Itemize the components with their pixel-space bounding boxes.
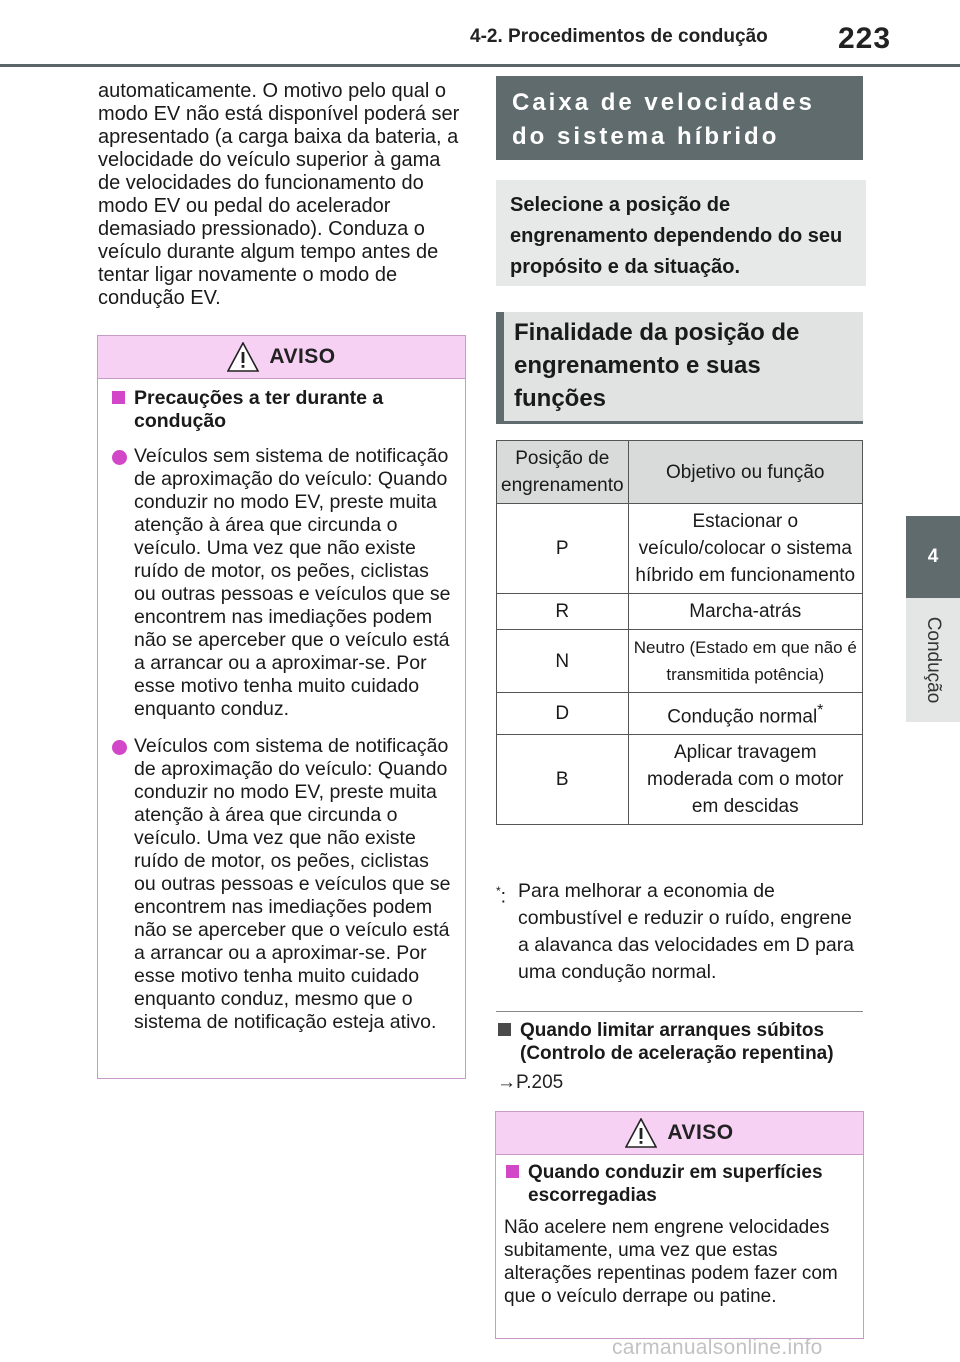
warning-triangle-icon bbox=[227, 342, 259, 372]
table-row bbox=[497, 630, 863, 693]
chapter-label: Condução bbox=[923, 616, 944, 704]
table-header-row bbox=[497, 441, 863, 504]
square-bullet-icon bbox=[112, 391, 125, 404]
gear-function: Aplicar travagem moderada com o motor em descidas bbox=[628, 735, 862, 825]
gear-position-table bbox=[496, 440, 863, 825]
square-bullet-icon bbox=[506, 1165, 519, 1178]
gear-function: Estacionar o veículo/colocar o sistema híbrido em funcionamento bbox=[628, 504, 862, 594]
warning-item bbox=[110, 445, 451, 721]
footnote-text: Para melhorar a economia de combustível e reduzir o ruído, engrene a alavanca das velocidades em D para uma condução normal. bbox=[518, 880, 855, 983]
watermark: carmanualsonline.info bbox=[612, 1336, 823, 1359]
subsection-heading: Finalidade da posição de engrenamento e suas funções bbox=[496, 312, 863, 424]
header-divider bbox=[0, 64, 960, 67]
page-reference-link[interactable]: →P.205 bbox=[497, 1072, 564, 1093]
warning-header bbox=[496, 1112, 863, 1155]
warning-box bbox=[97, 335, 466, 1079]
gear-function: Neutro (Estado em que não é transmitida potência) bbox=[628, 630, 862, 693]
footnote-marker: * bbox=[817, 702, 824, 719]
table-row bbox=[497, 693, 863, 735]
square-bullet-icon bbox=[498, 1023, 511, 1036]
warning-triangle-icon bbox=[625, 1118, 657, 1148]
table-row bbox=[497, 594, 863, 630]
accel-heading-text: Quando limitar arranques súbitos (Controlo de aceleração repentina) bbox=[520, 1020, 834, 1064]
warning-item-text: Veículos sem sistema de notificação de aproximação do veículo: Quando conduzir no modo EV, preste muita atenção à área que circunda o veículo. Uma vez que não existe ruído de motor, os peões, ciclistas ou outras pessoas e veículos que se encontrem nas imediações podem não se aperceber que o veículo está a arrancar ou a aproximar-se. Por esse motivo tenha muito cuidado enquanto conduz. bbox=[134, 445, 451, 720]
gear-position: P bbox=[497, 504, 629, 594]
warning-box-2 bbox=[495, 1111, 864, 1339]
chapter-tab-number bbox=[906, 516, 960, 598]
table-header-position: Posição de engrenamento bbox=[497, 441, 629, 504]
intro-box: Selecione a posição de engrenamento dependendo do seu propósito e da situação. bbox=[496, 180, 866, 286]
round-bullet-icon bbox=[112, 740, 127, 755]
footnote-mark: * bbox=[496, 884, 501, 898]
warning-title: AVISO bbox=[667, 1121, 734, 1144]
section-header: 4-2. Procedimentos de condução bbox=[470, 26, 768, 47]
warning-subheading-text: Precauções a ter durante a condução bbox=[134, 387, 384, 432]
chapter-tab bbox=[906, 598, 960, 722]
table-row bbox=[497, 504, 863, 594]
warning-title: AVISO bbox=[269, 345, 336, 368]
warning-item-text: Veículos com sistema de notificação de aproximação do veículo: Quando conduzir no modo EV, preste muita atenção à área que circunda o veículo. Uma vez que não existe ruído de motor, os peões, ciclistas ou outras pessoas e veículos que se encontrem nas imediações podem não se aperceber que o veículo está a arrancar ou a aproximar-se. Por esse motivo tenha muito cuidado enquanto conduz, mesmo que o sistema de notificação esteja ativo. bbox=[134, 735, 451, 1033]
warning-header bbox=[98, 336, 465, 379]
table-footnote: *: Para melhorar a economia de combustível e reduzir o ruído, engrene a alavanca das velocidades em D para uma condução normal. bbox=[496, 878, 866, 986]
gear-function: Marcha-atrás bbox=[628, 594, 862, 630]
gear-position: R bbox=[497, 594, 629, 630]
warning-subheading-text: Quando conduzir em superfícies escorregadias bbox=[528, 1162, 823, 1206]
warning-subheading bbox=[504, 1161, 849, 1207]
warning-item bbox=[110, 735, 451, 1034]
gear-position: B bbox=[497, 735, 629, 825]
table-header-function: Objetivo ou função bbox=[628, 441, 862, 504]
page-number: 223 bbox=[838, 22, 892, 55]
divider bbox=[496, 1011, 863, 1012]
warning-text: Não acelere nem engrene velocidades subitamente, uma vez que estas alterações repentinas podem fazer com que o veículo derrape ou patine. bbox=[504, 1217, 838, 1307]
body-paragraph: automaticamente. O motivo pelo qual o modo EV não está disponível poderá ser apresentado (a carga baixa da bateria, a velocidade do veículo superior à gama de velocidades do funcionamento do modo EV ou pedal do acelerador demasiado pressionado). Conduza o veículo durante algum tempo antes de tentar ligar novamente o modo de condução EV. bbox=[98, 80, 460, 309]
gear-position: D bbox=[497, 693, 629, 735]
accel-heading bbox=[496, 1019, 887, 1065]
gear-function-cell bbox=[628, 693, 862, 735]
gear-position: N bbox=[497, 630, 629, 693]
round-bullet-icon bbox=[112, 450, 127, 465]
gear-function: Condução normal bbox=[667, 706, 818, 728]
warning-subheading bbox=[110, 387, 451, 433]
chapter-number: 4 bbox=[927, 546, 939, 567]
table-row bbox=[497, 735, 863, 825]
section-banner: Caixa de velocidades do sistema híbrido bbox=[496, 76, 863, 160]
